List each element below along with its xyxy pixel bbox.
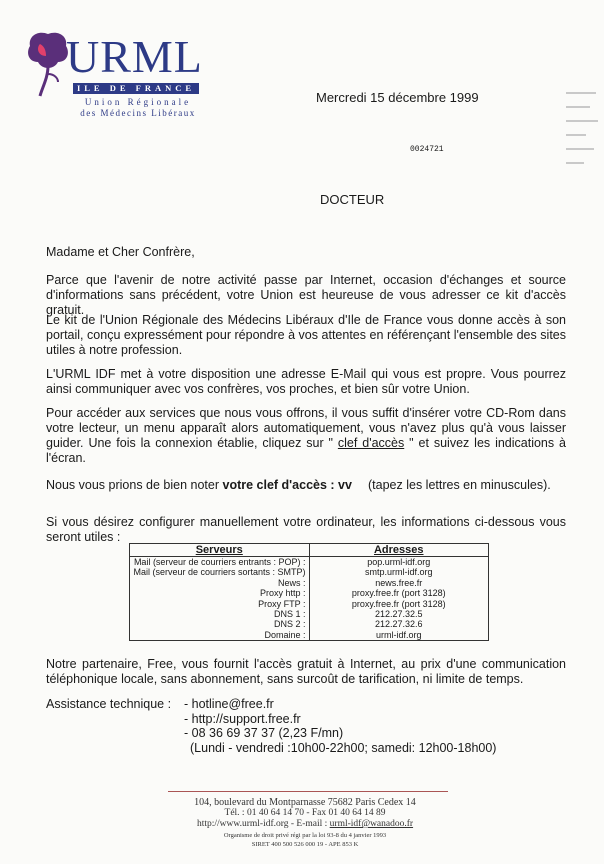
support-contacts	[184, 697, 496, 755]
logo-name: URML	[66, 31, 203, 82]
server-address: 212.27.32.6	[309, 619, 489, 629]
table-row	[130, 599, 489, 609]
server-label: News :	[130, 578, 310, 588]
recipient: DOCTEUR	[320, 192, 385, 207]
access-key-hint: (tapez les lettres en minuscules).	[368, 478, 551, 492]
table-header-servers: Serveurs	[130, 544, 310, 557]
support-email[interactable]: - hotline@free.fr	[184, 697, 274, 711]
letter-date: Mercredi 15 décembre 1999	[316, 90, 479, 105]
bleed-through-marks	[560, 80, 604, 210]
logo-subtitle-1: Union Régionale	[84, 97, 192, 107]
paragraph-2: Le kit de l'Union Régionale des Médecins Libéraux d'Ile de France vous donne accès à son portail, conçu expressément pour répondre à vos attentes en référençant l'ensemble des sites utiles à notre profession.	[46, 313, 566, 357]
footer-divider	[168, 791, 448, 792]
table-row	[130, 588, 489, 598]
table-row	[130, 557, 489, 568]
server-label: Proxy http :	[130, 588, 310, 598]
logo-subtitle-2: des Médecins Libéraux	[80, 108, 196, 118]
paragraph-4	[46, 406, 566, 466]
support-website[interactable]: - http://support.free.fr	[184, 711, 301, 726]
footer-web	[150, 819, 460, 829]
server-address: proxy.free.fr (port 3128)	[309, 599, 489, 609]
support-phone: - 08 36 69 37 37 (2,23 F/mn)	[184, 726, 344, 740]
server-address: pop.urml-idf.org	[309, 557, 489, 568]
footer-website[interactable]: http://www.urml-idf.org - E-mail :	[196, 819, 330, 829]
paragraph-5: Si vous désirez configurer manuellement votre ordinateur, les informations ci-dessous vous seront utiles :	[46, 515, 566, 544]
reference-number: 0024721	[410, 145, 444, 154]
footer-email[interactable]: urml-idf@wanadoo.fr	[329, 819, 414, 829]
table-header-addresses: Adresses	[309, 544, 489, 557]
server-address: 212.27.32.5	[309, 609, 489, 619]
footer-legal-2: SIRET 400 500 526 000 19 - APE 853 K	[251, 841, 359, 848]
table-row	[130, 619, 489, 629]
server-address: smtp.urml-idf.org	[309, 567, 489, 577]
salutation: Madame et Cher Confrère,	[46, 245, 195, 259]
server-label: DNS 2 :	[130, 619, 310, 629]
server-table	[129, 543, 489, 641]
logo-region-band: ILE DE FRANCE	[73, 83, 199, 94]
paragraph-4-end: " et suivez les indications à l'écran.	[46, 436, 567, 465]
server-label: Proxy FTP :	[130, 599, 310, 609]
paragraph-4-text: Pour accéder aux services que nous vous offrons, il vous suffit d'insérer votre CD-Rom dans votre lecteur, un menu apparaît alors automatiquement, vous n'avez plus qu'à vous laisser guider. Une fois la connexion établie, cliquez sur "	[46, 406, 566, 450]
access-key-intro: Nous vous prions de bien noter	[46, 478, 223, 492]
server-label: Mail (serveur de courriers sortants : SMTP)	[130, 567, 310, 577]
server-label: Domaine :	[130, 630, 310, 641]
paragraph-3: L'URML IDF met à votre disposition une adresse E-Mail qui vous est propre. Vous pourrez ainsi communiquer avec vos confrères, vos proches, et bien sûr votre Union.	[46, 367, 566, 396]
table-row	[130, 567, 489, 577]
table-row	[130, 630, 489, 641]
footer-address: 104, boulevard du Montparnasse 75682 Paris Cedex 14	[194, 797, 416, 808]
table-row	[130, 578, 489, 588]
server-label: DNS 1 :	[130, 609, 310, 619]
server-address: urml-idf.org	[309, 630, 489, 641]
paragraph-1: Parce que l'avenir de notre activité passe par Internet, occasion d'échanges et source d'informations sans précédent, votre Union est heureuse de vous adresser ce kit d'accès gratuit.	[46, 273, 566, 317]
support-hours: (Lundi - vendredi :10h00-22h00; samedi: 12h00-18h00)	[190, 740, 497, 755]
urml-logo-icon	[24, 30, 72, 100]
server-address: proxy.free.fr (port 3128)	[309, 588, 489, 598]
server-label: Mail (serveur de courriers entrants : POP) :	[130, 557, 310, 568]
footer-phone: Tél. : 01 40 64 14 70 - Fax 01 40 64 14 89	[224, 808, 386, 818]
access-key-link[interactable]: clef d'accès	[337, 436, 405, 450]
footer-legal-1: Organisme de droit privé régi par la loi 93-8 du 4 janvier 1993	[223, 832, 387, 839]
table-row	[130, 609, 489, 619]
server-address: news.free.fr	[309, 578, 489, 588]
support-label: Assistance technique :	[46, 697, 172, 711]
paragraph-6: Notre partenaire, Free, vous fournit l'accès gratuit à Internet, au prix d'une communication téléphonique locale, sans abonnement, sans surcoût de tarification, ni limite de temps.	[46, 657, 566, 686]
access-key-value: votre clef d'accès : vv	[222, 478, 352, 492]
